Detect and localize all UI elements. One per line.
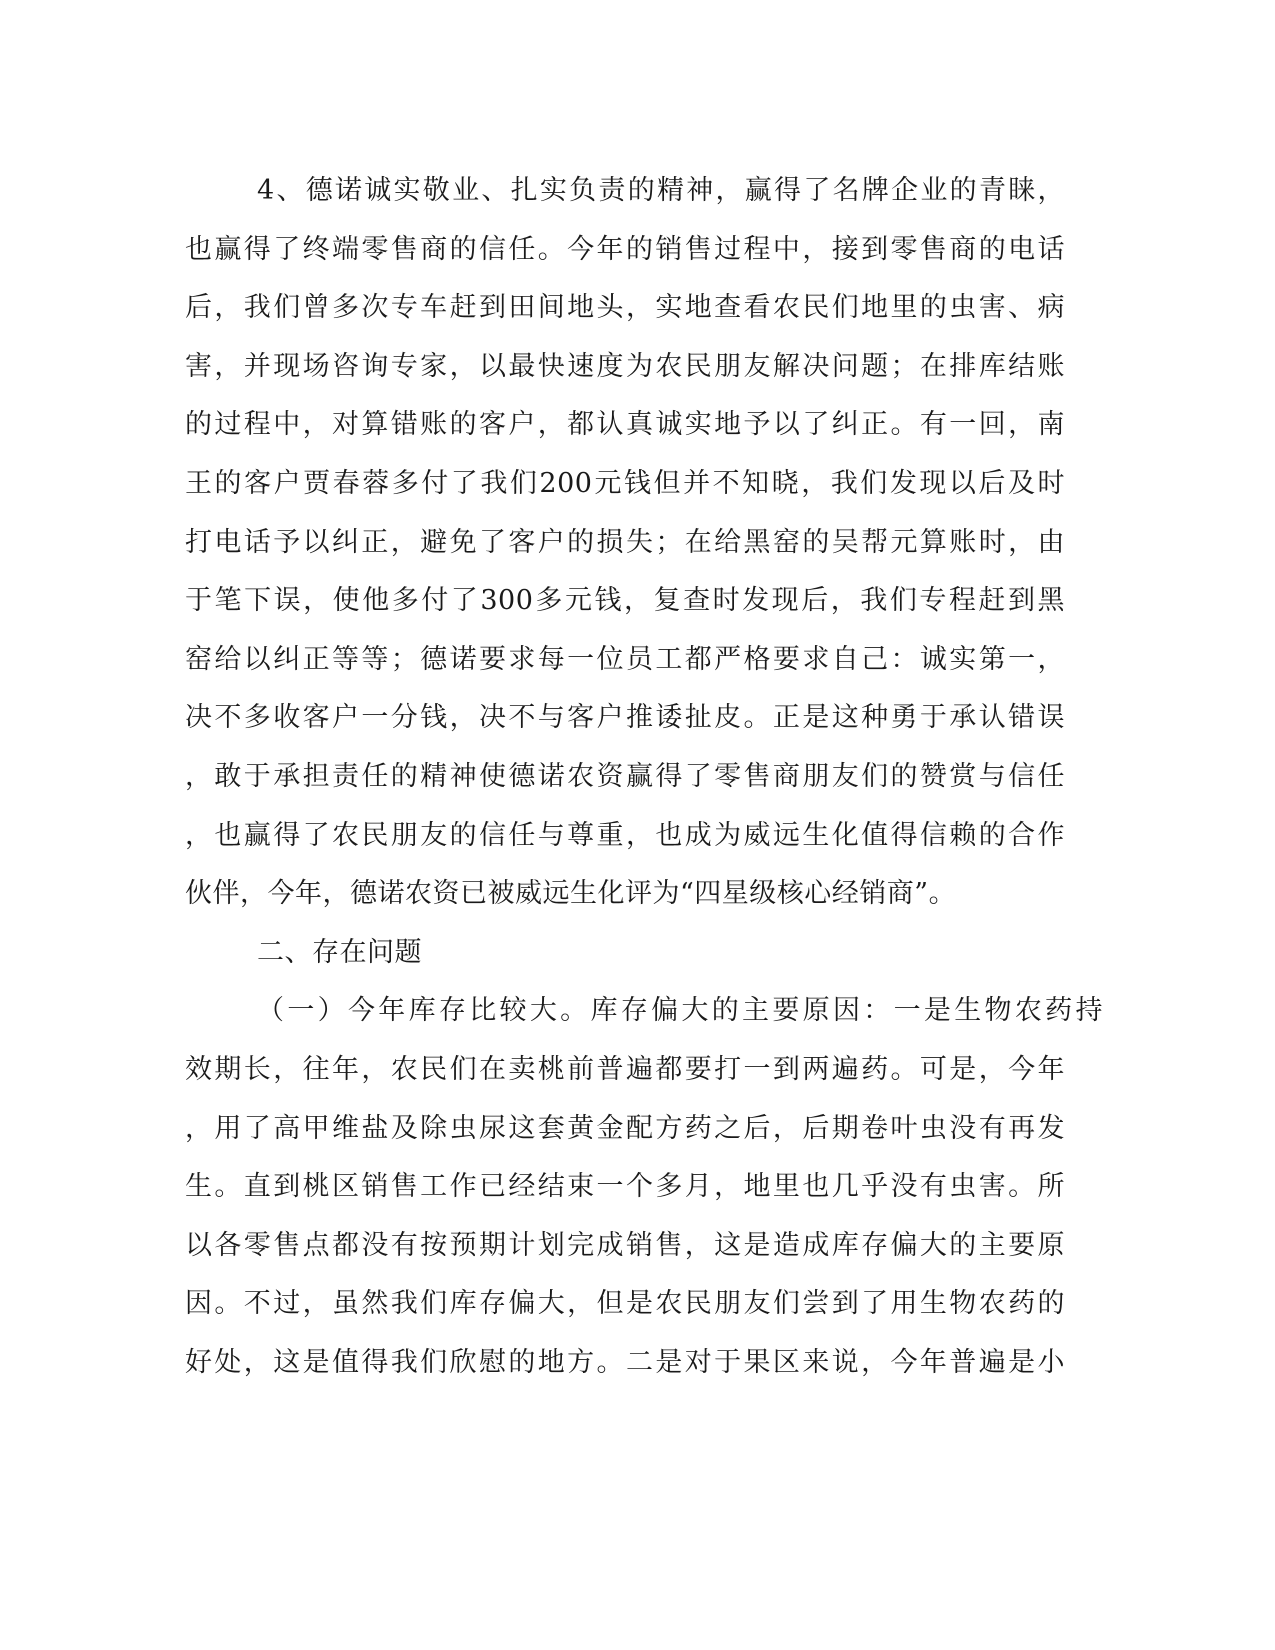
paragraph-line: 效期长，往年，农民们在卖桃前普遍都要打一到两遍药。可是，今年 bbox=[185, 1053, 1065, 1085]
paragraph-line: （一）今年库存比较大。库存偏大的主要原因：一是生物农药持 bbox=[257, 995, 1103, 1027]
paragraph-line: 好处，这是值得我们欣慰的地方。二是对于果区来说，今年普遍是小 bbox=[185, 1346, 1065, 1378]
paragraph-line: ，用了高甲维盐及除虫尿这套黄金配方药之后，后期卷叶虫没有再发 bbox=[185, 1112, 1065, 1144]
paragraph-line: 窑给以纠正等等；德诺要求每一位员工都严格要求自己：诚实第一， bbox=[185, 643, 1065, 675]
paragraph-line: ，敢于承担责任的精神使德诺农资赢得了零售商朋友们的赞赏与信任 bbox=[185, 760, 1065, 792]
paragraph-line: 决不多收客户一分钱，决不与客户推诿扯皮。正是这种勇于承认错误 bbox=[185, 702, 1065, 734]
paragraph-line: 于笔下误，使他多付了300多元钱，复查时发现后，我们专程赶到黑 bbox=[185, 585, 1065, 617]
section-heading: 二、存在问题 bbox=[257, 936, 422, 968]
document-body bbox=[185, 162, 1103, 1392]
paragraph-line: 以各零售点都没有按预期计划完成销售，这是造成库存偏大的主要原 bbox=[185, 1229, 1065, 1261]
paragraph-line: 因。不过，虽然我们库存偏大，但是农民朋友们尝到了用生物农药的 bbox=[185, 1288, 1065, 1320]
paragraph-line: 伙伴，今年，德诺农资已被威远生化评为“四星级核心经销商”。 bbox=[185, 878, 957, 910]
paragraph-line: 后，我们曾多次专车赶到田间地头，实地查看农民们地里的虫害、病 bbox=[185, 292, 1065, 324]
paragraph-line: 生。直到桃区销售工作已经结束一个多月，地里也几乎没有虫害。所 bbox=[185, 1171, 1065, 1203]
paragraph-line: ，也赢得了农民朋友的信任与尊重，也成为威远生化值得信赖的合作 bbox=[185, 819, 1065, 851]
paragraph-line: 王的客户贾春蓉多付了我们200元钱但并不知晓，我们发现以后及时 bbox=[185, 467, 1065, 499]
paragraph-line: 4、德诺诚实敬业、扎实负责的精神，赢得了名牌企业的青睐， bbox=[257, 175, 1065, 206]
paragraph-line: 也赢得了终端零售商的信任。今年的销售过程中，接到零售商的电话 bbox=[185, 233, 1065, 265]
paragraph-line: 害，并现场咨询专家，以最快速度为农民朋友解决问题；在排库结账 bbox=[185, 350, 1065, 382]
paragraph-line: 的过程中，对算错账的客户，都认真诚实地予以了纠正。有一回，南 bbox=[185, 409, 1065, 441]
paragraph-line: 打电话予以纠正，避免了客户的损失；在给黑窑的吴帮元算账时，由 bbox=[185, 526, 1065, 558]
